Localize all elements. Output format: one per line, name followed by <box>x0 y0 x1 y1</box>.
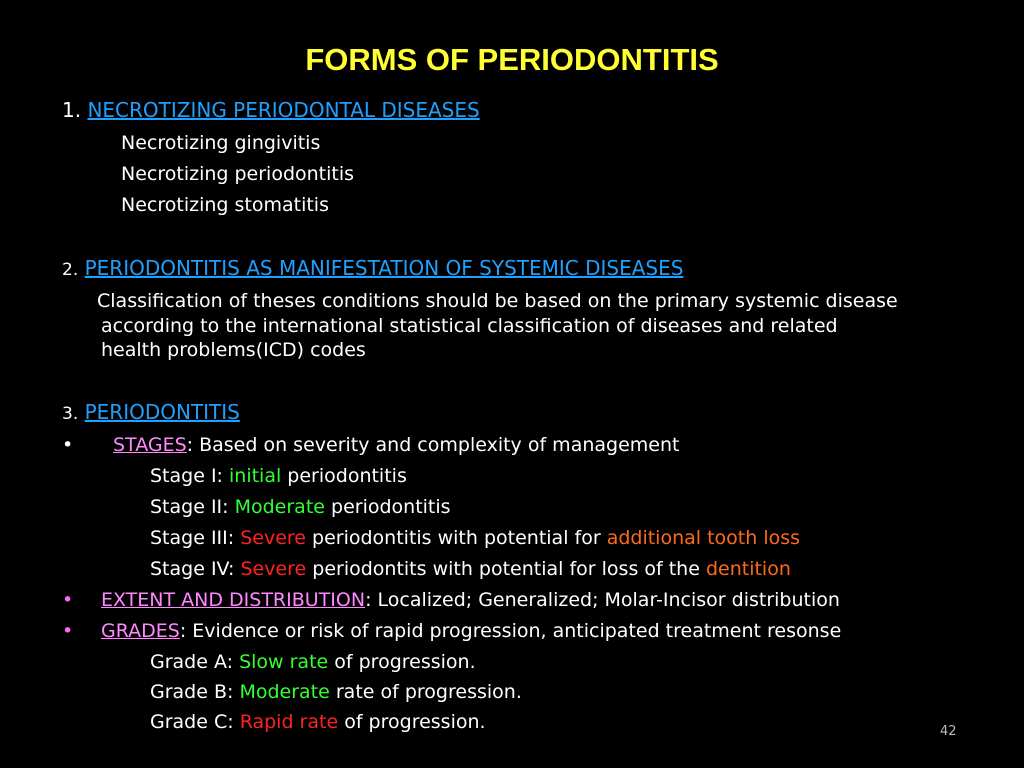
section1-heading-line <box>62 98 480 122</box>
stage-prefix: Stage I: <box>150 465 229 487</box>
grade-prefix: Grade C: <box>150 711 240 733</box>
grade-text: rate of progression. <box>329 681 522 703</box>
section3-heading[interactable]: PERIODONTITIS <box>84 400 240 424</box>
grade-prefix: Grade B: <box>150 681 240 703</box>
stages-desc: : Based on severity and complexity of management <box>186 434 680 456</box>
page-number: 42 <box>940 724 957 739</box>
stage-prefix: Stage II: <box>150 496 235 518</box>
stage-item <box>150 526 800 550</box>
section2-text-line: according to the international statistical classification of diseases and related <box>101 315 838 337</box>
slide-title: FORMS OF PERIODONTITIS <box>305 42 719 77</box>
stage-text: periodontitis with potential for <box>305 527 607 549</box>
section1-number: 1. <box>62 98 82 122</box>
stage-text: periodontits with potential for loss of the <box>306 558 706 580</box>
stage-highlight: Moderate <box>234 496 325 518</box>
grade-item <box>150 680 522 704</box>
section1-heading[interactable]: NECROTIZING PERIODONTAL DISEASES <box>87 98 480 122</box>
section1-item: Necrotizing gingivitis <box>121 132 321 154</box>
stage-item <box>150 495 451 519</box>
stage-highlight: initial <box>229 465 282 487</box>
grade-text: of progression. <box>328 651 476 673</box>
section2-heading-line <box>62 256 683 282</box>
stage-highlight: Severe <box>240 527 306 549</box>
grade-highlight: Rapid rate <box>239 711 339 733</box>
grade-highlight: Slow rate <box>239 651 329 673</box>
stage-prefix: Stage IV: <box>150 558 241 580</box>
grades-line <box>101 619 841 643</box>
stage-text: periodontitis <box>281 465 407 487</box>
grade-highlight: Moderate <box>239 681 330 703</box>
extent-label[interactable]: EXTENT AND DISTRIBUTION <box>101 589 366 611</box>
stage-text: periodontitis <box>324 496 451 518</box>
extent-line <box>101 588 840 612</box>
section2-text-line: health problems(ICD) codes <box>101 339 366 361</box>
grade-text: of progression. <box>338 711 486 733</box>
stage-highlight: Severe <box>240 558 307 580</box>
extent-bullet: • <box>62 589 74 611</box>
section3-number: 3. <box>62 404 79 424</box>
section1-item: Necrotizing stomatitis <box>121 194 329 216</box>
grade-item <box>150 650 476 674</box>
stage-highlight-secondary: dentition <box>705 558 791 580</box>
stages-line <box>113 433 679 457</box>
extent-desc: : Localized; Generalized; Molar-Incisor distribution <box>365 589 840 611</box>
stage-highlight-secondary: additional tooth loss <box>606 527 801 549</box>
section3-heading-line <box>62 400 240 426</box>
section2-heading[interactable]: PERIODONTITIS AS MANIFESTATION OF SYSTEMIC DISEASES <box>84 256 684 280</box>
section1-item: Necrotizing periodontitis <box>121 163 355 185</box>
stage-item <box>150 464 407 488</box>
stages-label[interactable]: STAGES <box>113 434 187 456</box>
section2-number: 2. <box>62 260 79 280</box>
stages-bullet: • <box>62 434 74 456</box>
grade-prefix: Grade A: <box>150 651 240 673</box>
grades-bullet: • <box>62 620 74 642</box>
grades-desc: : Evidence or risk of rapid progression, anticipated treatment resonse <box>179 620 842 642</box>
grades-label[interactable]: GRADES <box>101 620 180 642</box>
stage-prefix: Stage III: <box>150 527 241 549</box>
grade-item <box>150 710 486 734</box>
section2-text-line: Classification of theses conditions should be based on the primary systemic disease <box>97 290 898 312</box>
stage-item <box>150 557 791 581</box>
